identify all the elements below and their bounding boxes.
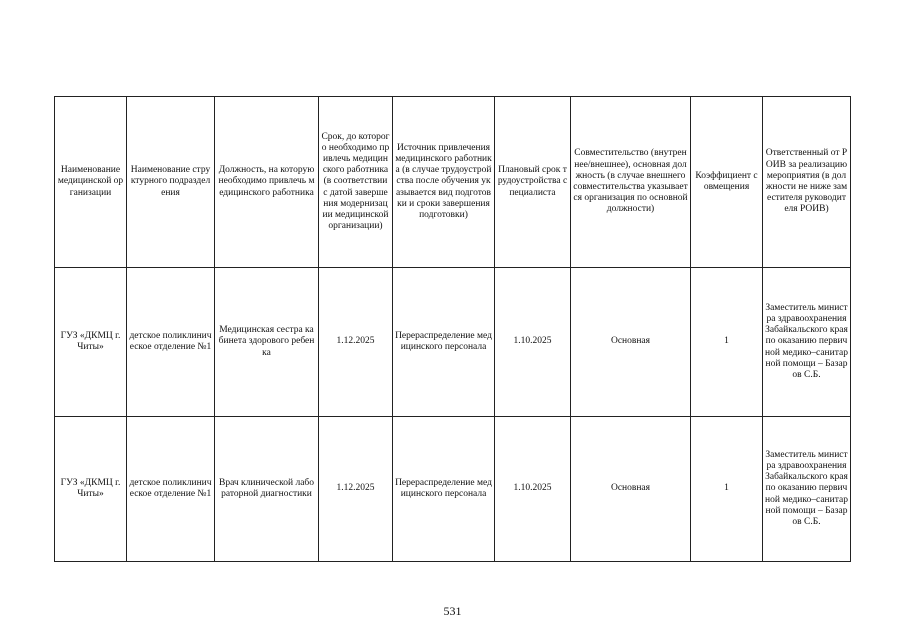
header-position: Должность, на которую необходимо привлечь медицинского работника: [215, 97, 319, 268]
cell-source: Перераспределение медицинского персонала: [393, 268, 495, 417]
cell-position: Медицинская сестра кабинета здорового ребенка: [215, 268, 319, 417]
cell-responsible: Заместитель министра здравоохранения Забайкальского края по оказанию первичной медико–санитарной помощи – Базаров С.Б.: [763, 268, 851, 417]
header-responsible: Ответственный от РОИВ за реализацию мероприятия (в должности не ниже заместителя руководителя РОИВ): [763, 97, 851, 268]
header-org: Наименование медицинской организации: [55, 97, 127, 268]
cell-position: Врач клинической лабораторной диагностики: [215, 417, 319, 562]
table-row: [55, 268, 851, 417]
header-planned: Плановый срок трудоустройства специалиста: [495, 97, 571, 268]
cell-combo: Основная: [571, 268, 691, 417]
header-source: Источник привлечения медицинского работника (в случае трудоустройства после обучения указывается вид подготовки и сроки завершения подготовки): [393, 97, 495, 268]
cell-coef: 1: [691, 417, 763, 562]
staffing-table: [54, 96, 851, 562]
cell-unit: детское поликлиническое отделение №1: [127, 268, 215, 417]
table-header-row: [55, 97, 851, 268]
cell-deadline: 1.12.2025: [319, 417, 393, 562]
cell-org: ГУЗ «ДКМЦ г. Читы»: [55, 268, 127, 417]
cell-org: ГУЗ «ДКМЦ г. Читы»: [55, 417, 127, 562]
cell-responsible: Заместитель министра здравоохранения Забайкальского края по оказанию первичной медико–санитарной помощи – Базаров С.Б.: [763, 417, 851, 562]
header-unit: Наименование структурного подразделения: [127, 97, 215, 268]
cell-unit: детское поликлиническое отделение №1: [127, 417, 215, 562]
page-number: 531: [443, 604, 462, 618]
header-combo: Совместительство (внутреннее/внешнее), основная должность (в случае внешнего совместительства указывается организация по основной должности): [571, 97, 691, 268]
cell-coef: 1: [691, 268, 763, 417]
cell-planned: 1.10.2025: [495, 268, 571, 417]
cell-planned: 1.10.2025: [495, 417, 571, 562]
table-row: [55, 417, 851, 562]
cell-deadline: 1.12.2025: [319, 268, 393, 417]
cell-source: Перераспределение медицинского персонала: [393, 417, 495, 562]
header-coef: Коэффициент совмещения: [691, 97, 763, 268]
header-deadline: Срок, до которого необходимо привлечь медицинского работника (в соответствии с датой завершения модернизации медицинской организации): [319, 97, 393, 268]
cell-combo: Основная: [571, 417, 691, 562]
